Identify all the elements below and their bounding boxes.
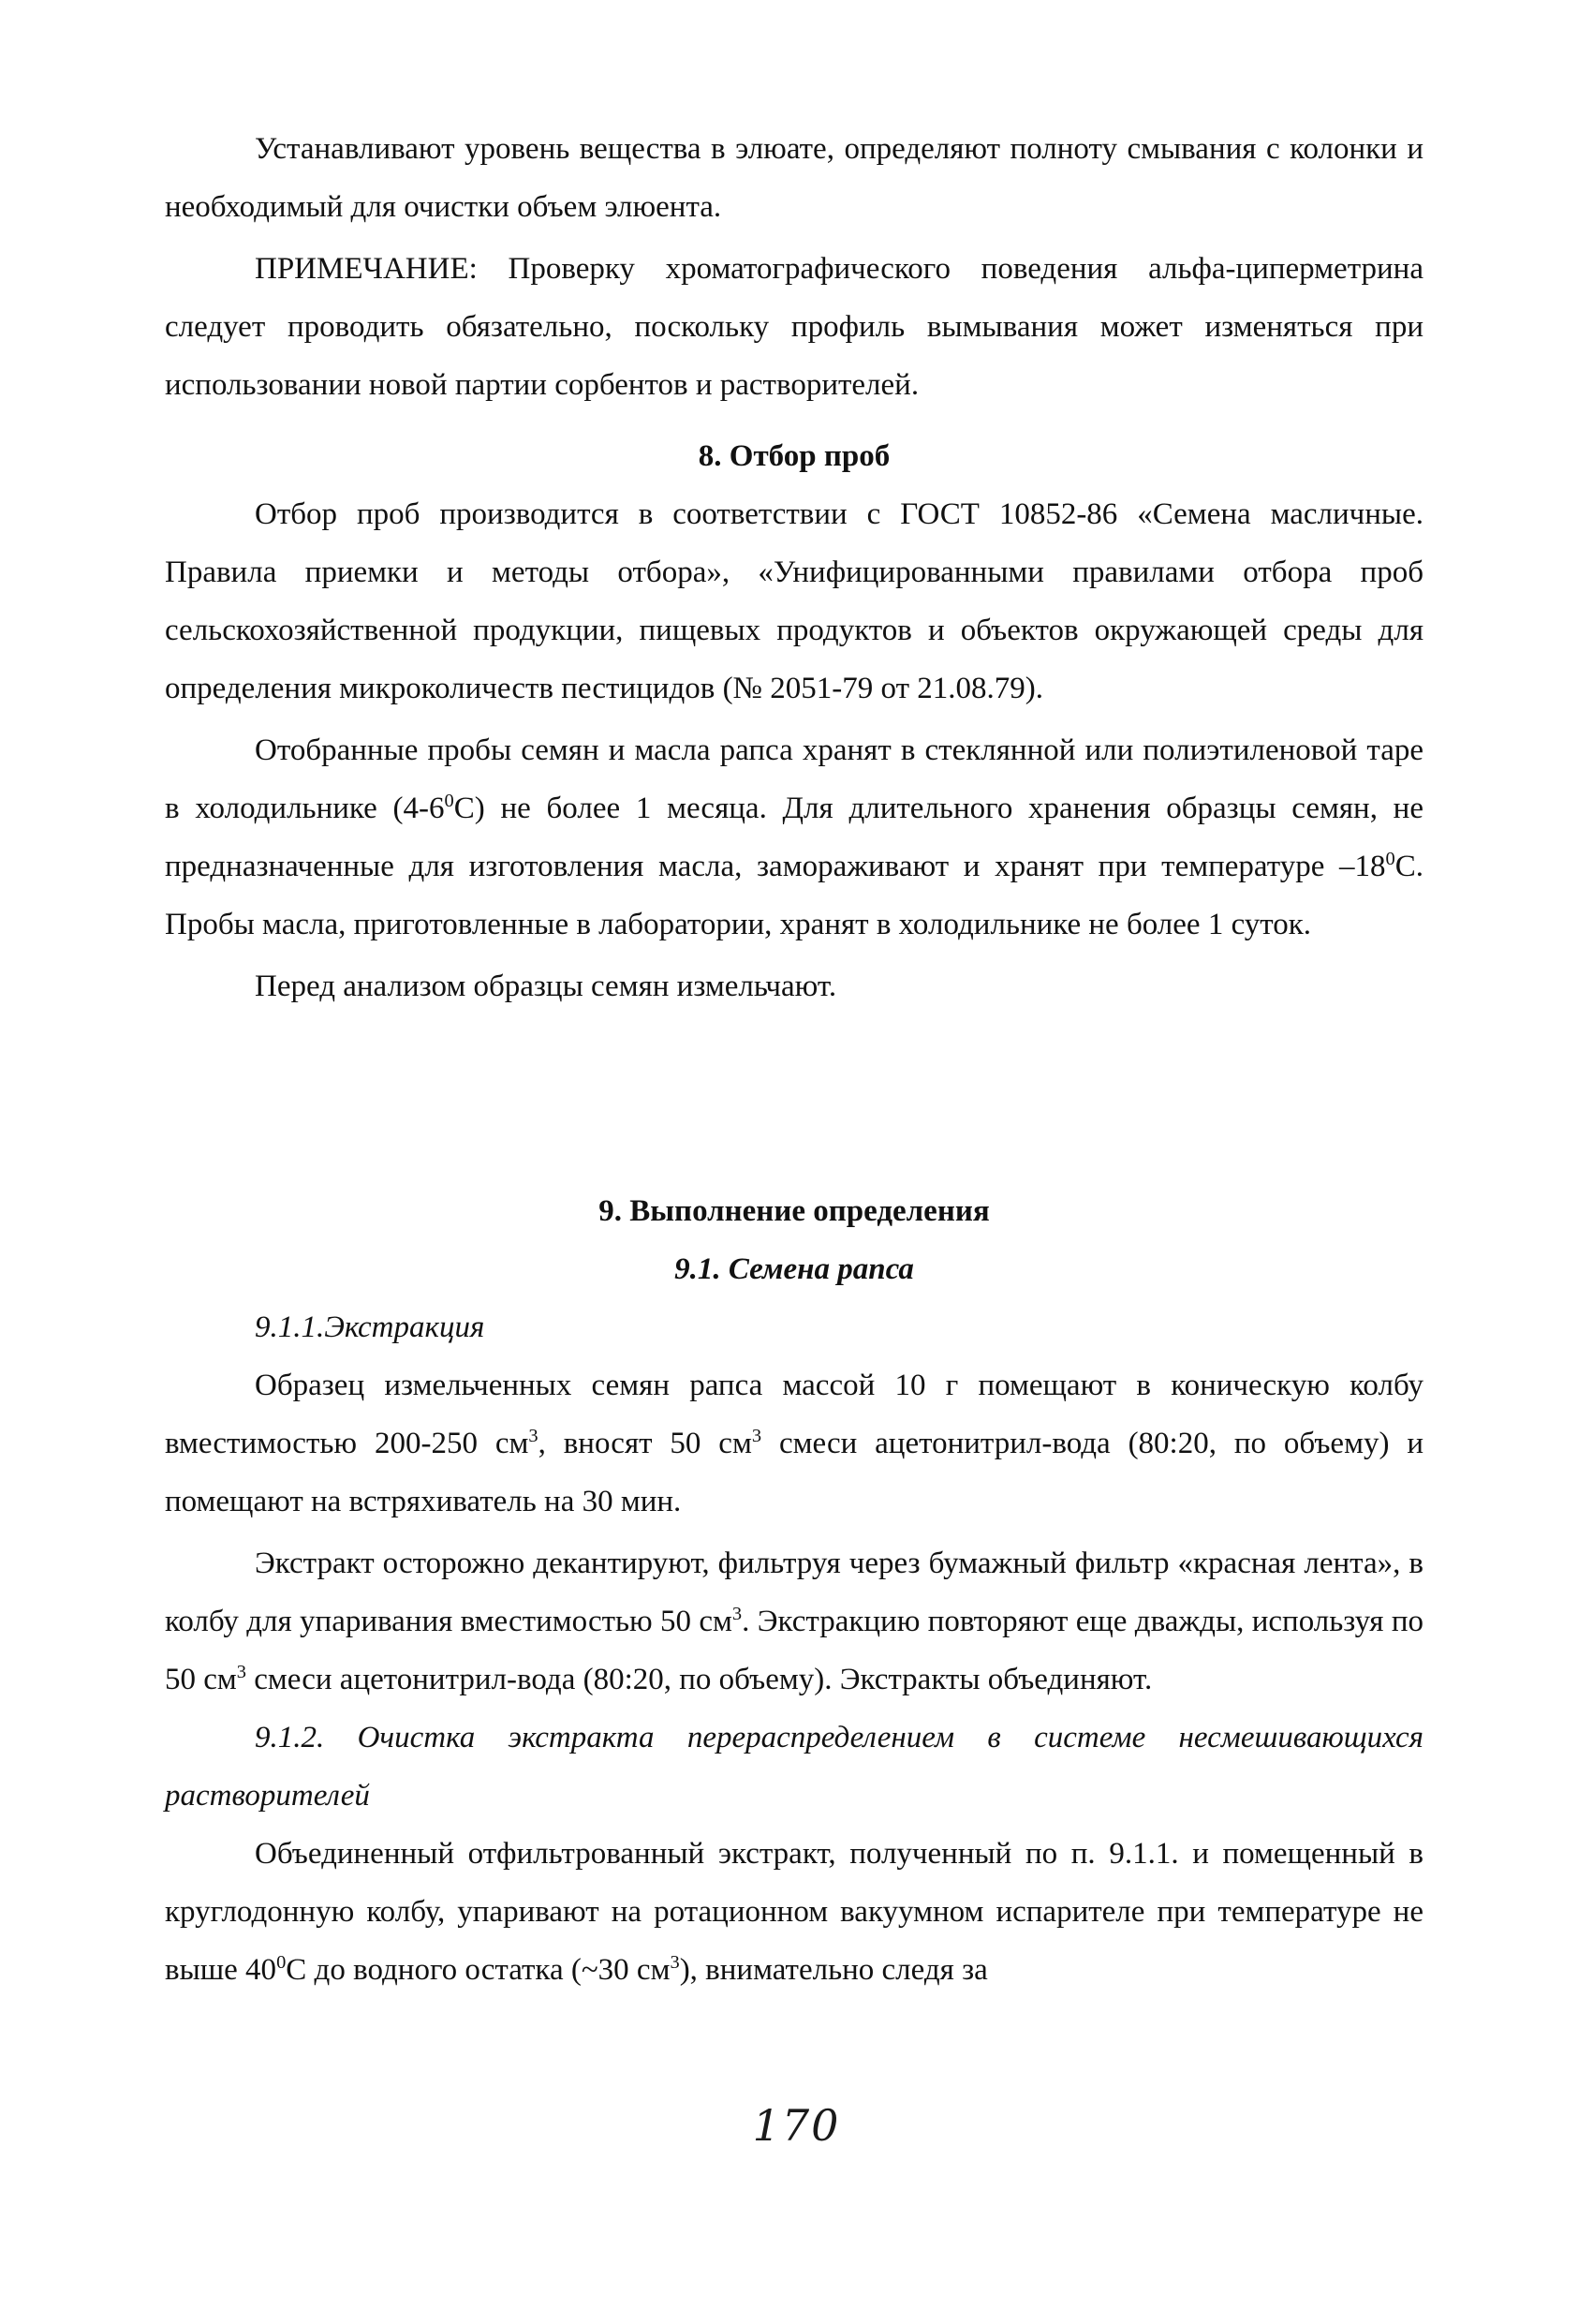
extraction-text-1: Образец измельченных семян рапса массой 10 г помещают в коническую колбу вместимостью 200-250 см bbox=[165, 1369, 1423, 1460]
decanting-text-1: Экстракт осторожно декантируют, фильтруя через бумажный фильтр «красная лента», в колбу для упаривания вместимостью 50 см bbox=[165, 1547, 1423, 1638]
cube-sup-1: 3 bbox=[528, 1426, 538, 1446]
decanting-text-3: смеси ацетонитрил-вода (80:20, по объему). Экстракты объединяют. bbox=[246, 1663, 1153, 1696]
paragraph-sample-storage bbox=[165, 721, 1423, 954]
cube-sup-3: 3 bbox=[731, 1604, 743, 1624]
cube-sup-2: 3 bbox=[751, 1426, 762, 1446]
paragraph-note: ПРИМЕЧАНИЕ: Проверку хроматографического поведения альфа-циперметрина следует проводить обязательно, поскольку профиль вымывания может изменяться при использовании новой партии сорбентов и растворителей. bbox=[165, 252, 1423, 402]
section-9-heading: 9. Выполнение определения bbox=[598, 1194, 990, 1228]
degree-sup-3: 0 bbox=[276, 1952, 287, 1973]
evaporation-text-2: С до водного остатка (~30 см bbox=[286, 1953, 671, 1987]
degree-sup-1: 0 bbox=[444, 791, 454, 811]
degree-sup-2: 0 bbox=[1385, 849, 1395, 869]
section-9-1-heading: 9.1. Семена рапса bbox=[674, 1252, 914, 1286]
evaporation-text-3: ), внимательно следя за bbox=[679, 1953, 988, 1987]
extraction-text-2: , вносят 50 см bbox=[538, 1427, 752, 1460]
extraction-text-3: смеси ацетонитрил-вода (80:20, по объему) и помещают на встряхиватель на 30 мин. bbox=[165, 1427, 1424, 1518]
storage-text-1: Отобранные пробы семян и масла рапса хранят в стеклянной или полиэтиленовой таре в холодильнике (4-6 bbox=[165, 733, 1423, 825]
paragraph-elution-level: Устанавливают уровень вещества в элюате, определяют полноту смывания с колонки и необходимый для очистки объем элюента. bbox=[165, 132, 1423, 224]
cube-sup-5: 3 bbox=[670, 1952, 680, 1973]
section-9 bbox=[165, 1182, 1423, 1999]
storage-text-2: С) не более 1 месяца. Для длительного хранения образцы семян, не предназначенные для изготовления масла, замораживают и хранят при температуре –18 bbox=[165, 792, 1423, 883]
section-8-heading: 8. Отбор проб bbox=[698, 439, 891, 473]
subsection-9-1-1-title: 9.1.1.Экстракция bbox=[255, 1310, 485, 1344]
paragraph-extraction bbox=[165, 1356, 1423, 1531]
evaporation-text-1: Объединенный отфильтрованный экстракт, полученный по п. 9.1.1. и помещенный в круглодонную колбу, упаривают на ротационном вакуумном испарителе при температуре не выше 40 bbox=[165, 1837, 1423, 1987]
storage-text-3: С. Пробы масла, приготовленные в лаборатории, хранят в холодильнике не более 1 суток. bbox=[165, 850, 1423, 941]
cube-sup-4: 3 bbox=[236, 1662, 246, 1682]
subsection-9-1-2-title: 9.1.2. Очистка экстракта перераспределением в системе несмешивающихся растворителей bbox=[165, 1721, 1423, 1813]
page-number: 170 bbox=[752, 2100, 841, 2151]
paragraph-sampling-standard: Отбор проб производится в соответствии с ГОСТ 10852-86 «Семена масличные. Правила приемки и методы отбора», «Унифицированными правилами отбора проб сельскохозяйственной продукции, пищевых продуктов и объектов окружающей среды для определения микроколичеств пестицидов (№ 2051-79 от 21.08.79). bbox=[165, 497, 1423, 705]
paragraph-grinding: Перед анализом образцы семян измельчают. bbox=[255, 970, 837, 1003]
section-8 bbox=[165, 427, 1423, 1015]
paragraph-decanting bbox=[165, 1534, 1423, 1709]
decanting-text-2: . Экстракцию повторяют еще дважды, используя по 50 см bbox=[165, 1605, 1423, 1696]
text-block-top bbox=[165, 120, 1423, 414]
paragraph-evaporation bbox=[165, 1825, 1423, 1999]
